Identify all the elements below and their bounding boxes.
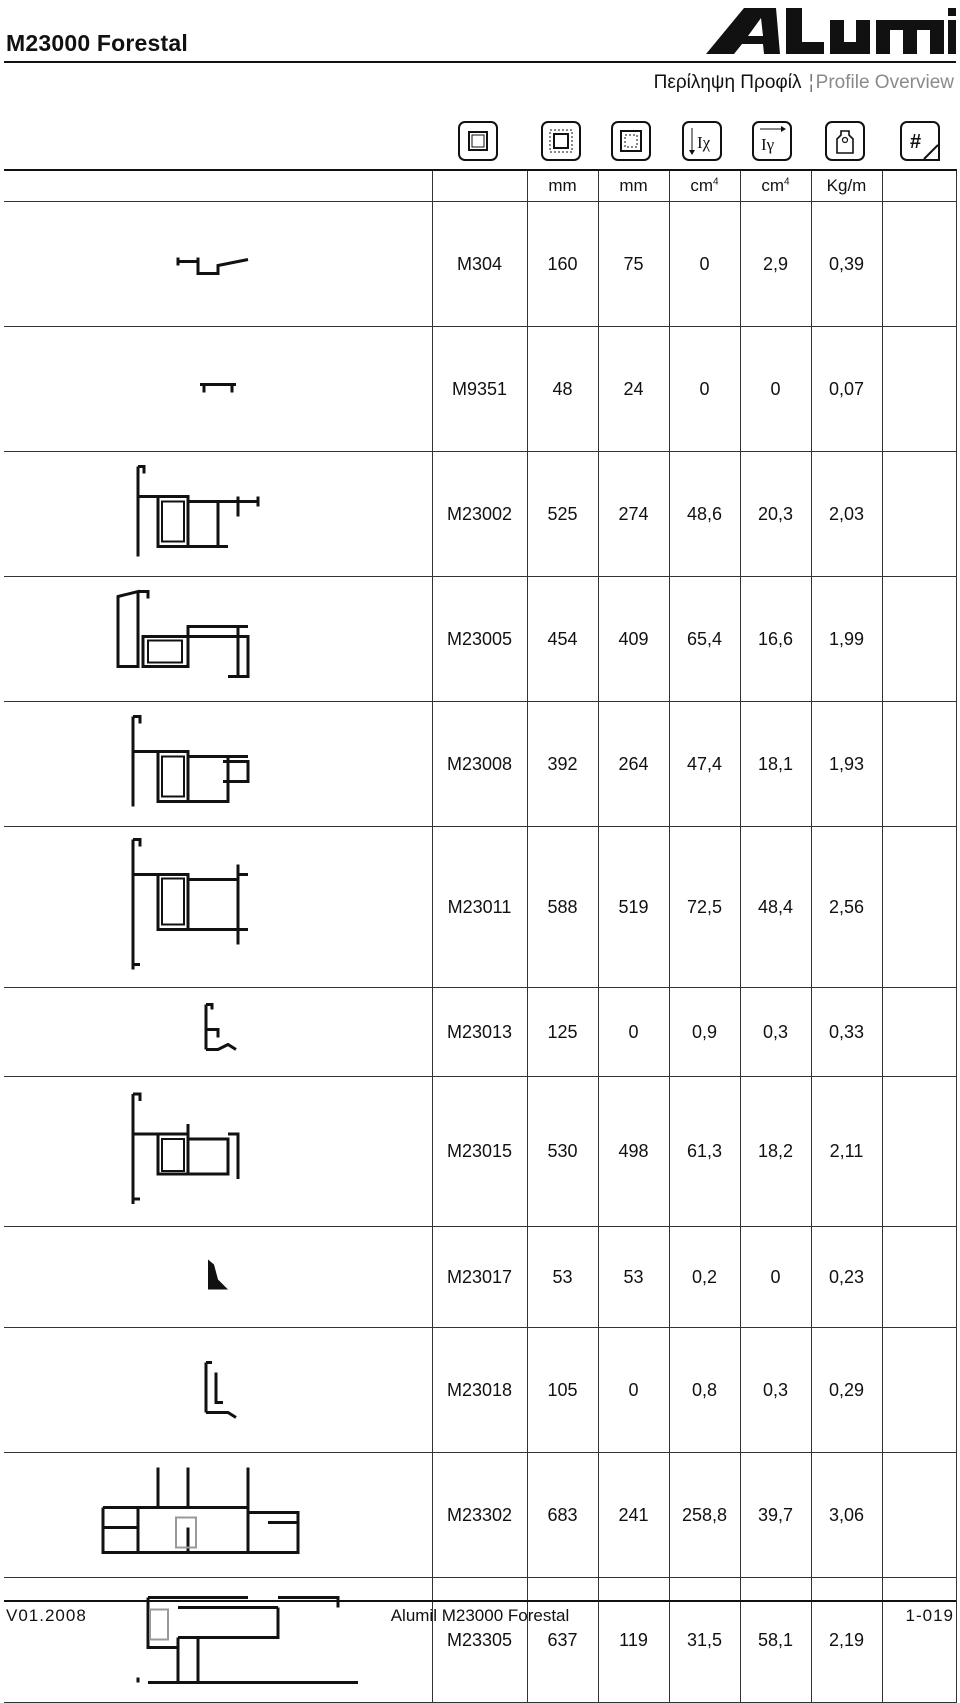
profile-code: M23018 bbox=[432, 1328, 527, 1453]
profile-value: 53 bbox=[527, 1227, 598, 1328]
profile-code: M9351 bbox=[432, 327, 527, 452]
profile-drawing bbox=[4, 1453, 432, 1572]
profile-value: 588 bbox=[527, 827, 598, 988]
blank-cell bbox=[882, 577, 956, 702]
subtitle-separator: ¦ bbox=[808, 72, 814, 93]
profile-drawing-cell bbox=[4, 202, 432, 327]
profile-value: 519 bbox=[598, 827, 669, 988]
header-code-cell bbox=[432, 170, 527, 202]
frame-dashed-inner-icon bbox=[611, 121, 651, 161]
profile-value: 24 bbox=[598, 327, 669, 452]
frame-dashed-outer-icon bbox=[541, 121, 581, 161]
profile-value: 0 bbox=[598, 988, 669, 1077]
profile-value: 241 bbox=[598, 1453, 669, 1578]
profile-value: 72,5 bbox=[669, 827, 740, 988]
profile-value: 0,2 bbox=[669, 1227, 740, 1328]
profile-value: 0 bbox=[669, 327, 740, 452]
profile-drawing bbox=[4, 1077, 432, 1221]
profile-row bbox=[4, 1077, 956, 1227]
profile-value: 525 bbox=[527, 452, 598, 577]
profile-value: 0,3 bbox=[740, 1328, 811, 1453]
profile-value: 20,3 bbox=[740, 452, 811, 577]
profile-drawing-cell bbox=[4, 1453, 432, 1578]
subtitle bbox=[654, 72, 954, 94]
profile-drawing bbox=[4, 327, 432, 446]
profile-value: 2,03 bbox=[811, 452, 882, 577]
profile-value: 498 bbox=[598, 1077, 669, 1227]
profile-value: 48,4 bbox=[740, 827, 811, 988]
blank-cell bbox=[882, 988, 956, 1077]
profile-value: 0,23 bbox=[811, 1227, 882, 1328]
units-header-row bbox=[4, 170, 956, 202]
footer-version: V01.2008 bbox=[6, 1606, 87, 1625]
profile-value: 683 bbox=[527, 1453, 598, 1578]
profile-drawing bbox=[4, 827, 432, 982]
svg-text:Iχ: Iχ bbox=[697, 133, 711, 152]
page-title: M23000 Forestal bbox=[6, 30, 188, 56]
unit-cell: mm bbox=[598, 170, 669, 202]
profile-row bbox=[4, 1453, 956, 1578]
subtitle-greek: Περίληψη Προφίλ bbox=[653, 72, 802, 93]
header-blank-cell bbox=[882, 170, 956, 202]
profile-value: 0 bbox=[598, 1328, 669, 1453]
profile-value: 0,33 bbox=[811, 988, 882, 1077]
profile-value: 0 bbox=[669, 202, 740, 327]
profile-value: 75 bbox=[598, 202, 669, 327]
profile-row bbox=[4, 702, 956, 827]
profile-value: 0 bbox=[740, 1227, 811, 1328]
profile-code: M23305 bbox=[432, 1578, 527, 1703]
profile-value: 3,06 bbox=[811, 1453, 882, 1578]
profile-drawing-cell bbox=[4, 1077, 432, 1227]
profile-value: 47,4 bbox=[669, 702, 740, 827]
profile-code: M23017 bbox=[432, 1227, 527, 1328]
profile-value: 53 bbox=[598, 1227, 669, 1328]
profile-value: 2,11 bbox=[811, 1077, 882, 1227]
profile-drawing-cell bbox=[4, 1328, 432, 1453]
profile-value: 530 bbox=[527, 1077, 598, 1227]
unit-cell: $cm^4$ bbox=[740, 170, 811, 202]
blank-cell bbox=[882, 702, 956, 827]
profile-row bbox=[4, 452, 956, 577]
profile-code: M23005 bbox=[432, 577, 527, 702]
profile-drawing bbox=[4, 577, 432, 696]
unit-cell: mm bbox=[527, 170, 598, 202]
svg-text:#: # bbox=[910, 131, 922, 153]
blank-cell bbox=[882, 202, 956, 327]
frame-outline-icon bbox=[458, 121, 498, 161]
header-rule bbox=[4, 61, 956, 63]
svg-text:Iγ: Iγ bbox=[761, 135, 775, 154]
profile-row bbox=[4, 1578, 956, 1703]
profile-drawing bbox=[4, 202, 432, 321]
subtitle-english: Profile Overview bbox=[815, 72, 954, 93]
profile-row bbox=[4, 327, 956, 452]
blank-cell bbox=[882, 327, 956, 452]
profile-row bbox=[4, 1328, 956, 1453]
profile-value: 48 bbox=[527, 327, 598, 452]
column-icon-row bbox=[0, 121, 960, 163]
blank-cell bbox=[882, 1328, 956, 1453]
profile-drawing-cell bbox=[4, 577, 432, 702]
profile-drawing bbox=[4, 1328, 432, 1447]
profile-value: 392 bbox=[527, 702, 598, 827]
profile-code: M23008 bbox=[432, 702, 527, 827]
profile-value: 119 bbox=[598, 1578, 669, 1703]
profile-value: 1,99 bbox=[811, 577, 882, 702]
profile-value: 16,6 bbox=[740, 577, 811, 702]
profile-row bbox=[4, 577, 956, 702]
profile-value: 637 bbox=[527, 1578, 598, 1703]
profile-code: M23002 bbox=[432, 452, 527, 577]
profile-row bbox=[4, 1227, 956, 1328]
profile-value: 105 bbox=[527, 1328, 598, 1453]
profile-drawing bbox=[4, 1227, 432, 1322]
profile-value: 1,93 bbox=[811, 702, 882, 827]
profile-drawing-cell bbox=[4, 988, 432, 1077]
profile-value: 0,07 bbox=[811, 327, 882, 452]
profile-row bbox=[4, 988, 956, 1077]
profile-drawing bbox=[4, 452, 432, 571]
profile-value: 18,2 bbox=[740, 1077, 811, 1227]
profile-drawing-cell bbox=[4, 702, 432, 827]
profile-value: 0,8 bbox=[669, 1328, 740, 1453]
profile-drawing bbox=[4, 988, 432, 1071]
profile-row bbox=[4, 827, 956, 988]
profile-row bbox=[4, 202, 956, 327]
moment-inertia-y-icon bbox=[752, 121, 792, 161]
blank-cell bbox=[882, 452, 956, 577]
footer-rule bbox=[4, 1600, 956, 1602]
profile-drawing-cell bbox=[4, 327, 432, 452]
profile-value: 2,9 bbox=[740, 202, 811, 327]
profile-value: 39,7 bbox=[740, 1453, 811, 1578]
unit-cell: $cm^4$ bbox=[669, 170, 740, 202]
profile-table bbox=[4, 169, 957, 1703]
profile-drawing-cell bbox=[4, 827, 432, 988]
profile-value: 2,56 bbox=[811, 827, 882, 988]
profile-code: M23011 bbox=[432, 827, 527, 988]
header-blank-cell bbox=[4, 170, 432, 202]
profile-drawing-cell bbox=[4, 1227, 432, 1328]
profile-value: 18,1 bbox=[740, 702, 811, 827]
profile-code: M23013 bbox=[432, 988, 527, 1077]
alumil-logo bbox=[706, 2, 956, 58]
footer-title: Alumil M23000 Forestal bbox=[390, 1606, 570, 1625]
unit-cell: Kg/m bbox=[811, 170, 882, 202]
profile-value: 0,29 bbox=[811, 1328, 882, 1453]
profile-code: M23015 bbox=[432, 1077, 527, 1227]
profile-code: M304 bbox=[432, 202, 527, 327]
blank-cell bbox=[882, 1227, 956, 1328]
profile-value: 454 bbox=[527, 577, 598, 702]
blank-cell bbox=[882, 1077, 956, 1227]
profile-drawing-cell bbox=[4, 452, 432, 577]
profile-value: 65,4 bbox=[669, 577, 740, 702]
profile-value: 160 bbox=[527, 202, 598, 327]
profile-value: 0,3 bbox=[740, 988, 811, 1077]
profile-value: 58,1 bbox=[740, 1578, 811, 1703]
profile-code: M23302 bbox=[432, 1453, 527, 1578]
blank-cell bbox=[882, 827, 956, 988]
weight-icon bbox=[825, 121, 865, 161]
profile-drawing-cell bbox=[4, 1578, 432, 1703]
profile-value: 48,6 bbox=[669, 452, 740, 577]
moment-inertia-x-icon bbox=[682, 121, 722, 161]
profile-value: 31,5 bbox=[669, 1578, 740, 1703]
profile-value: 0 bbox=[740, 327, 811, 452]
profile-value: 0,9 bbox=[669, 988, 740, 1077]
profile-value: 125 bbox=[527, 988, 598, 1077]
hash-icon bbox=[900, 121, 940, 161]
profile-value: 0,39 bbox=[811, 202, 882, 327]
blank-cell bbox=[882, 1453, 956, 1578]
profile-value: 264 bbox=[598, 702, 669, 827]
profile-drawing bbox=[4, 702, 432, 821]
profile-value: 2,19 bbox=[811, 1578, 882, 1703]
footer-page-number: 1-019 bbox=[905, 1606, 954, 1625]
profile-value: 274 bbox=[598, 452, 669, 577]
profile-value: 61,3 bbox=[669, 1077, 740, 1227]
profile-value: 409 bbox=[598, 577, 669, 702]
blank-cell bbox=[882, 1578, 956, 1703]
profile-drawing bbox=[4, 1578, 432, 1697]
profile-value: 258,8 bbox=[669, 1453, 740, 1578]
